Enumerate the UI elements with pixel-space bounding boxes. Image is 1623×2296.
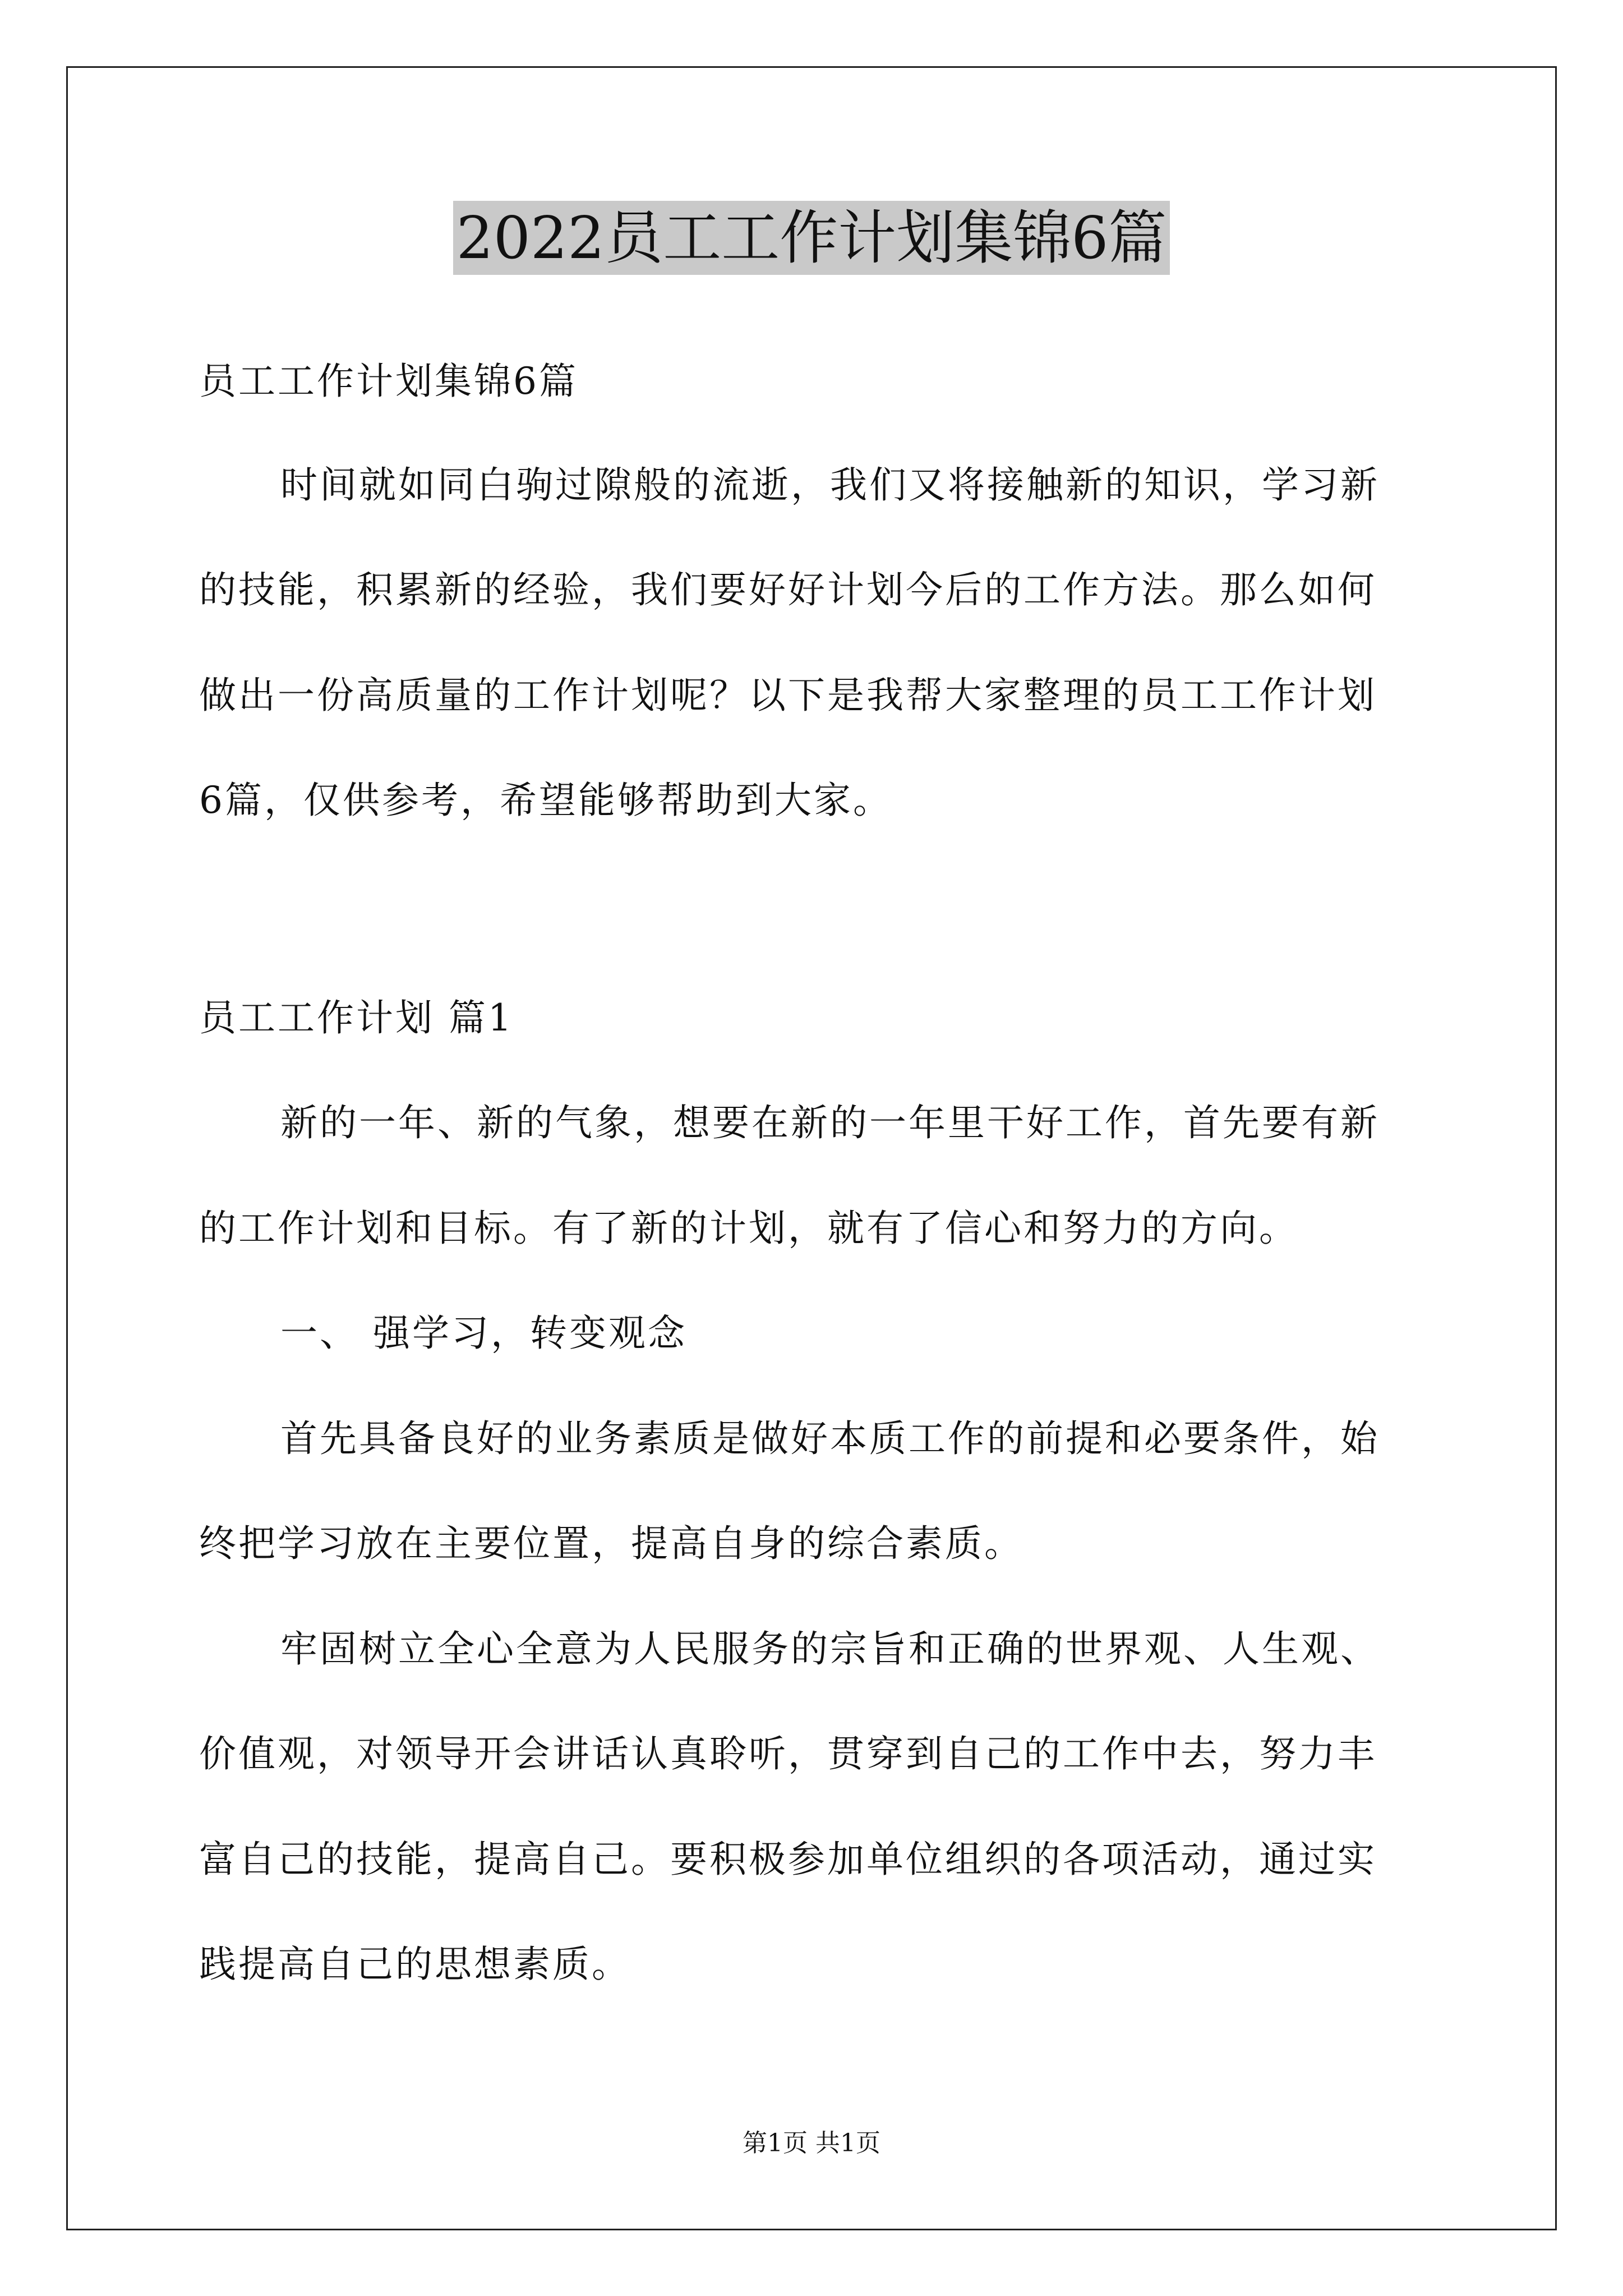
paragraph-line: 牢固树立全心全意为人民服务的宗旨和正确的世界观、人生观、 — [280, 1627, 1380, 1671]
intro-line-1: 时间就如同白驹过隙般的流逝，我们又将接触新的知识，学习新 — [280, 463, 1380, 507]
document-title: 2022员工工作计划集锦6篇 — [453, 201, 1170, 275]
paragraph-line: 践提高自己的思想素质。 — [199, 1943, 631, 1986]
intro-line-4: 6篇，仅供参考，希望能够帮助到大家。 — [199, 779, 892, 822]
subheading: 一、 强学习，转变观念 — [280, 1312, 687, 1355]
intro-line-2: 的技能，积累新的经验，我们要好好计划今后的工作方法。那么如何 — [199, 568, 1377, 611]
paragraph-line: 首先具备良好的业务素质是做好本质工作的前提和必要条件，始 — [280, 1417, 1380, 1460]
paragraph-line: 富自己的技能，提高自己。要积极参加单位组织的各项活动，通过实 — [199, 1838, 1377, 1881]
title-container — [0, 201, 1623, 275]
section-heading: 员工工作计划 篇1 — [199, 996, 514, 1039]
paragraph-line: 新的一年、新的气象，想要在新的一年里干好工作，首先要有新 — [280, 1101, 1380, 1144]
document-subtitle: 员工工作计划集锦6篇 — [199, 360, 578, 403]
page-footer: 第1页 共1页 — [743, 2129, 880, 2157]
intro-line-3: 做出一份高质量的工作计划呢？以下是我帮大家整理的员工工作计划 — [199, 674, 1377, 717]
paragraph-line: 价值观，对领导开会讲话认真聆听，贯穿到自己的工作中去，努力丰 — [199, 1732, 1377, 1775]
paragraph-line: 终把学习放在主要位置，提高自身的综合素质。 — [199, 1522, 1023, 1565]
paragraph-line: 的工作计划和目标。有了新的计划，就有了信心和努力的方向。 — [199, 1207, 1298, 1250]
